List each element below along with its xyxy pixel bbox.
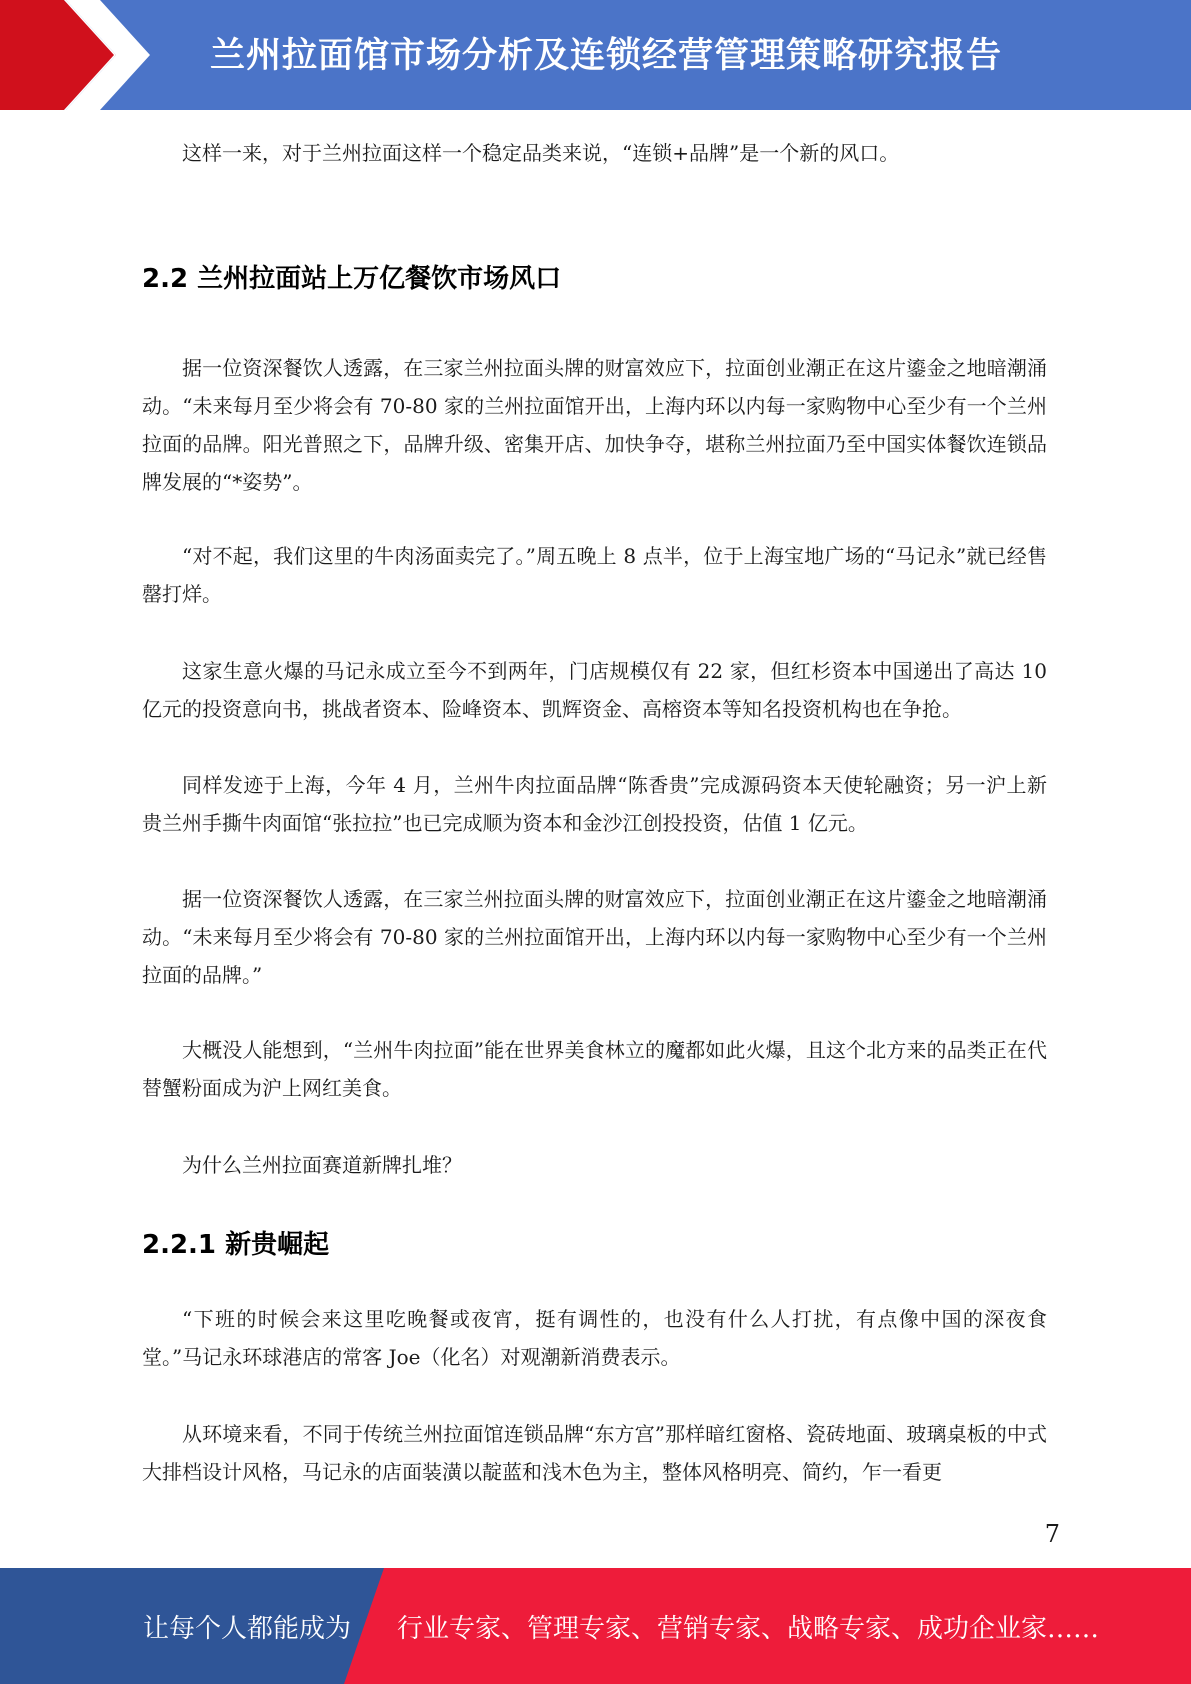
- page-number: 7: [1044, 1520, 1060, 1548]
- paragraph: 据一位资深餐饮人透露，在三家兰州拉面头牌的财富效应下，拉面创业潮正在这片鎏金之地暗潮涌动。“未来每月至少将会有 70-80 家的兰州拉面馆开出，上海内环以内每一家购物中心至少有一个兰州拉面的品牌。”: [142, 887, 1047, 987]
- subsection-heading: 2.2.1 新贵崛起: [142, 1230, 330, 1260]
- page-header: [0, 0, 1191, 110]
- report-title: 兰州拉面馆市场分析及连锁经营管理策略研究报告: [210, 36, 1003, 76]
- paragraph: 据一位资深餐饮人透露，在三家兰州拉面头牌的财富效应下，拉面创业潮正在这片鎏金之地暗潮涌动。“未来每月至少将会有 70-80 家的兰州拉面馆开出，上海内环以内每一家购物中心至少有一个兰州拉面的品牌。阳光普照之下，品牌升级、密集开店、加快争夺，堪称兰州拉面乃至中国实体餐饮连锁品牌发展的“*姿势”。: [142, 356, 1047, 494]
- footer-slogan-left: 让每个人都能成为: [143, 1614, 352, 1644]
- footer-slogan-right: 行业专家、管理专家、营销专家、战略专家、成功企业家……: [397, 1614, 1100, 1644]
- paragraph: 这家生意火爆的马记永成立至今不到两年，门店规模仅有 22 家，但红杉资本中国递出了高达 10 亿元的投资意向书，挑战者资本、险峰资本、凯辉资金、高榕资本等知名投资机构也在争抢。: [142, 659, 1047, 721]
- paragraph: “下班的时候会来这里吃晚餐或夜宵，挺有调性的，也没有什么人打扰，有点像中国的深夜食堂。”马记永环球港店的常客 Joe（化名）对观潮新消费表示。: [142, 1307, 1047, 1369]
- paragraph: “对不起，我们这里的牛肉汤面卖完了。”周五晚上 8 点半，位于上海宝地广场的“马记永”就已经售罄打烊。: [142, 544, 1047, 606]
- paragraph: 为什么兰州拉面赛道新牌扎堆？: [182, 1153, 462, 1177]
- paragraph: 同样发迹于上海，今年 4 月，兰州牛肉拉面品牌“陈香贵”完成源码资本天使轮融资；另一沪上新贵兰州手撕牛肉面馆“张拉拉”也已完成顺为资本和金沙江创投投资，估值 1 亿元。: [142, 773, 1047, 835]
- paragraph: 大概没人能想到，“兰州牛肉拉面”能在世界美食林立的魔都如此火爆，且这个北方来的品类正在代替蟹粉面成为沪上网红美食。: [142, 1038, 1047, 1100]
- section-heading: 2.2 兰州拉面站上万亿餐饮市场风口: [142, 264, 562, 294]
- paragraph: 从环境来看，不同于传统兰州拉面馆连锁品牌“东方宫”那样暗红窗格、瓷砖地面、玻璃桌板的中式大排档设计风格，马记永的店面装潢以靛蓝和浅木色为主，整体风格明亮、简约，乍一看更: [142, 1422, 1047, 1484]
- page-footer: [0, 1568, 1191, 1684]
- header-chevron-decoration: [0, 0, 160, 110]
- paragraph: 这样一来，对于兰州拉面这样一个稳定品类来说，“连锁+品牌”是一个新的风口。: [182, 141, 900, 165]
